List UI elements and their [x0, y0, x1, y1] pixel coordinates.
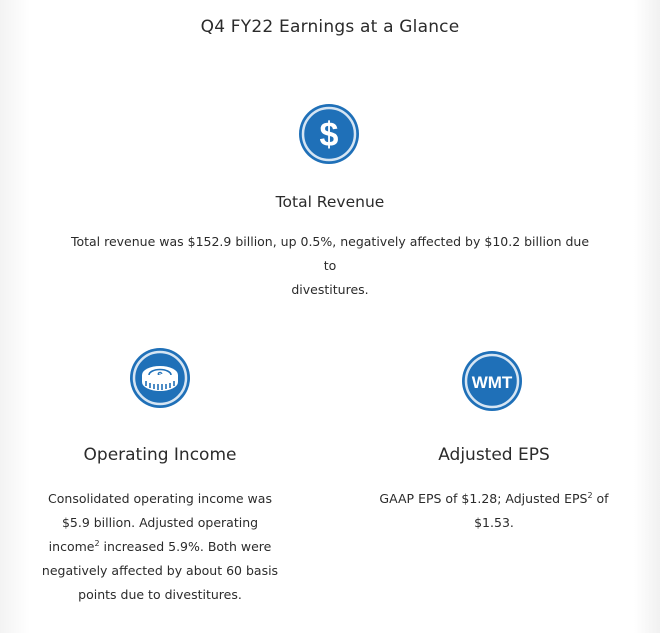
coin-icon [129, 347, 191, 409]
dollar-icon [298, 103, 360, 165]
total-revenue-description [70, 230, 590, 302]
wmt-icon [461, 350, 523, 412]
dollar-glyph: $ [319, 116, 339, 154]
operating-income-description [30, 487, 290, 607]
adjusted-eps-title: Adjusted EPS [438, 445, 550, 465]
page-title: Q4 FY22 Earnings at a Glance [200, 17, 460, 37]
adjusted-eps-line-1b: of [592, 491, 609, 506]
adjusted-eps-description [360, 487, 628, 535]
total-revenue-line-2: divestitures. [291, 282, 369, 297]
operating-income-title: Operating Income [83, 445, 237, 465]
operating-income-line-3b: increased 5.9%. Both were [99, 539, 272, 554]
adjusted-eps-line-1a: GAAP EPS of $1.28; Adjusted EPS [379, 491, 588, 506]
right-page-shade [634, 0, 660, 633]
adjusted-eps-line-1 [360, 487, 628, 511]
operating-income-line-4: negatively affected by about 60 basis [41, 563, 279, 578]
total-revenue-line-1: Total revenue was $152.9 billion, up 0.5%, negatively affected by $10.2 billion due to [70, 234, 590, 273]
operating-income-line-5: points due to divestitures. [78, 587, 242, 602]
total-revenue-title: Total Revenue [275, 193, 385, 211]
operating-income-line-3 [30, 535, 290, 559]
wmt-glyph: WMT [471, 373, 513, 392]
left-page-shade [0, 0, 30, 633]
adjusted-eps-line-2: $1.53. [474, 515, 514, 530]
footnote-marker: 2 [94, 539, 100, 548]
operating-income-line-2: $5.9 billion. Adjusted operating [61, 515, 259, 530]
operating-income-line-1: Consolidated operating income was [48, 491, 272, 506]
operating-income-line-3a: income [48, 539, 95, 554]
footnote-marker: 2 [587, 491, 593, 500]
